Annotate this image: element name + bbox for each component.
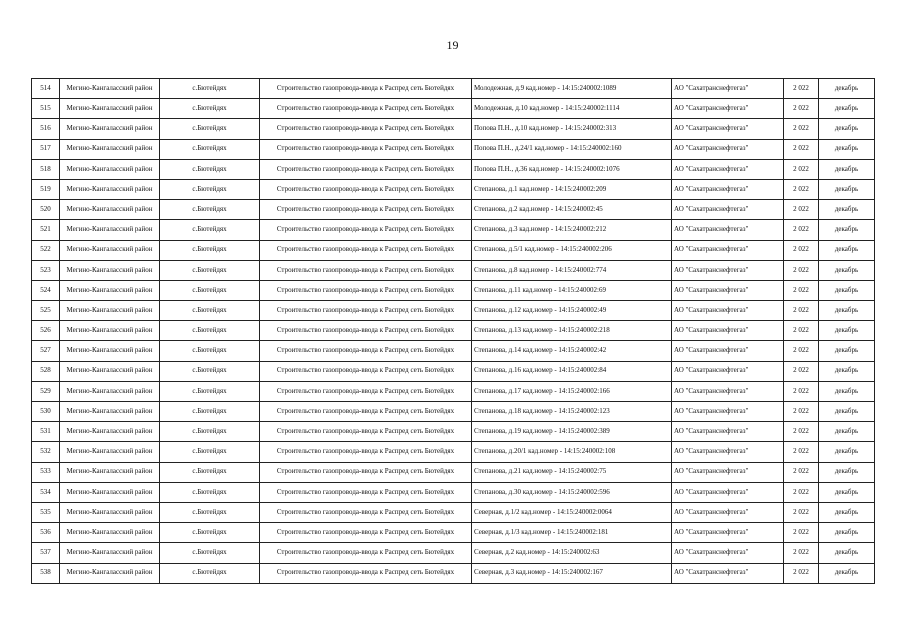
address-cadastral-cell: Степанова, д.2 кад.номер - 14:15:240002:45 [472, 200, 672, 220]
row-number: 516 [32, 119, 60, 139]
month-cell: декабрь [819, 79, 875, 99]
month-cell: декабрь [819, 220, 875, 240]
gas-pipeline-register-table [31, 78, 875, 584]
table-row [32, 442, 875, 462]
year-cell: 2 022 [784, 482, 819, 502]
table-row [32, 563, 875, 583]
work-description-cell: Строительство газопровода-ввода к Распред сеть Бютейдях [260, 240, 472, 260]
table-row [32, 402, 875, 422]
year-cell: 2 022 [784, 240, 819, 260]
table-row [32, 159, 875, 179]
row-number: 528 [32, 361, 60, 381]
address-cadastral-cell: Степанова, д.14 кад.номер - 14:15:240002:42 [472, 341, 672, 361]
table-row [32, 361, 875, 381]
organization-cell: АО "Сахатранснефтегаз" [672, 422, 784, 442]
work-description-cell: Строительство газопровода-ввода к Распред сеть Бютейдях [260, 502, 472, 522]
work-description-cell: Строительство газопровода-ввода к Распред сеть Бютейдях [260, 220, 472, 240]
settlement-cell: с.Бютейдях [160, 240, 260, 260]
month-cell: декабрь [819, 523, 875, 543]
month-cell: декабрь [819, 280, 875, 300]
work-description-cell: Строительство газопровода-ввода к Распред сеть Бютейдях [260, 260, 472, 280]
year-cell: 2 022 [784, 563, 819, 583]
work-description-cell: Строительство газопровода-ввода к Распред сеть Бютейдях [260, 482, 472, 502]
settlement-cell: с.Бютейдях [160, 99, 260, 119]
work-description-cell: Строительство газопровода-ввода к Распред сеть Бютейдях [260, 321, 472, 341]
row-number: 527 [32, 341, 60, 361]
work-description-cell: Строительство газопровода-ввода к Распред сеть Бютейдях [260, 523, 472, 543]
row-number: 515 [32, 99, 60, 119]
settlement-cell: с.Бютейдях [160, 200, 260, 220]
district-cell: Мегино-Кангаласский район [60, 301, 160, 321]
table-row [32, 79, 875, 99]
year-cell: 2 022 [784, 462, 819, 482]
work-description-cell: Строительство газопровода-ввода к Распред сеть Бютейдях [260, 563, 472, 583]
organization-cell: АО "Сахатранснефтегаз" [672, 361, 784, 381]
organization-cell: АО "Сахатранснефтегаз" [672, 99, 784, 119]
settlement-cell: с.Бютейдях [160, 402, 260, 422]
month-cell: декабрь [819, 422, 875, 442]
row-number: 517 [32, 139, 60, 159]
district-cell: Мегино-Кангаласский район [60, 543, 160, 563]
table-body [32, 79, 875, 584]
table-row [32, 502, 875, 522]
work-description-cell: Строительство газопровода-ввода к Распред сеть Бютейдях [260, 119, 472, 139]
organization-cell: АО "Сахатранснефтегаз" [672, 482, 784, 502]
month-cell: декабрь [819, 159, 875, 179]
work-description-cell: Строительство газопровода-ввода к Распред сеть Бютейдях [260, 402, 472, 422]
row-number: 524 [32, 280, 60, 300]
work-description-cell: Строительство газопровода-ввода к Распред сеть Бютейдях [260, 139, 472, 159]
address-cadastral-cell: Степанова, д.11 кад.номер - 14:15:240002:69 [472, 280, 672, 300]
month-cell: декабрь [819, 482, 875, 502]
settlement-cell: с.Бютейдях [160, 159, 260, 179]
year-cell: 2 022 [784, 543, 819, 563]
year-cell: 2 022 [784, 523, 819, 543]
month-cell: декабрь [819, 321, 875, 341]
table-row [32, 139, 875, 159]
table-row [32, 341, 875, 361]
month-cell: декабрь [819, 442, 875, 462]
organization-cell: АО "Сахатранснефтегаз" [672, 200, 784, 220]
work-description-cell: Строительство газопровода-ввода к Распред сеть Бютейдях [260, 361, 472, 381]
organization-cell: АО "Сахатранснефтегаз" [672, 523, 784, 543]
settlement-cell: с.Бютейдях [160, 543, 260, 563]
address-cadastral-cell: Степанова, д.1 кад.номер - 14:15:240002:209 [472, 179, 672, 199]
organization-cell: АО "Сахатранснефтегаз" [672, 462, 784, 482]
organization-cell: АО "Сахатранснефтегаз" [672, 402, 784, 422]
address-cadastral-cell: Степанова, д.5/1 кад.номер - 14:15:240002:206 [472, 240, 672, 260]
row-number: 537 [32, 543, 60, 563]
settlement-cell: с.Бютейдях [160, 260, 260, 280]
district-cell: Мегино-Кангаласский район [60, 502, 160, 522]
month-cell: декабрь [819, 260, 875, 280]
year-cell: 2 022 [784, 341, 819, 361]
work-description-cell: Строительство газопровода-ввода к Распред сеть Бютейдях [260, 200, 472, 220]
row-number: 522 [32, 240, 60, 260]
settlement-cell: с.Бютейдях [160, 563, 260, 583]
organization-cell: АО "Сахатранснефтегаз" [672, 563, 784, 583]
settlement-cell: с.Бютейдях [160, 341, 260, 361]
table-row [32, 99, 875, 119]
work-description-cell: Строительство газопровода-ввода к Распред сеть Бютейдях [260, 341, 472, 361]
settlement-cell: с.Бютейдях [160, 482, 260, 502]
district-cell: Мегино-Кангаласский район [60, 482, 160, 502]
address-cadastral-cell: Степанова, д.20/1 кад.номер - 14:15:240002:108 [472, 442, 672, 462]
address-cadastral-cell: Молодежная, д.9 кад.номер - 14:15:240002:1089 [472, 79, 672, 99]
district-cell: Мегино-Кангаласский район [60, 200, 160, 220]
row-number: 538 [32, 563, 60, 583]
table-row [32, 301, 875, 321]
settlement-cell: с.Бютейдях [160, 139, 260, 159]
organization-cell: АО "Сахатранснефтегаз" [672, 240, 784, 260]
settlement-cell: с.Бютейдях [160, 381, 260, 401]
month-cell: декабрь [819, 361, 875, 381]
district-cell: Мегино-Кангаласский район [60, 361, 160, 381]
work-description-cell: Строительство газопровода-ввода к Распред сеть Бютейдях [260, 301, 472, 321]
district-cell: Мегино-Кангаласский район [60, 179, 160, 199]
work-description-cell: Строительство газопровода-ввода к Распред сеть Бютейдях [260, 179, 472, 199]
organization-cell: АО "Сахатранснефтегаз" [672, 159, 784, 179]
district-cell: Мегино-Кангаласский район [60, 240, 160, 260]
organization-cell: АО "Сахатранснефтегаз" [672, 543, 784, 563]
address-cadastral-cell: Степанова, д.12 кад.номер - 14:15:240002:49 [472, 301, 672, 321]
address-cadastral-cell: Степанова, д.30 кад.номер - 14:15:240002:596 [472, 482, 672, 502]
row-number: 533 [32, 462, 60, 482]
table-row [32, 220, 875, 240]
district-cell: Мегино-Кангаласский район [60, 159, 160, 179]
address-cadastral-cell: Северная, д.1/2 кад.номер - 14:15:240002:0064 [472, 502, 672, 522]
work-description-cell: Строительство газопровода-ввода к Распред сеть Бютейдях [260, 543, 472, 563]
address-cadastral-cell: Степанова, д.18 кад.номер - 14:15:240002:123 [472, 402, 672, 422]
organization-cell: АО "Сахатранснефтегаз" [672, 301, 784, 321]
row-number: 521 [32, 220, 60, 240]
work-description-cell: Строительство газопровода-ввода к Распред сеть Бютейдях [260, 280, 472, 300]
year-cell: 2 022 [784, 502, 819, 522]
settlement-cell: с.Бютейдях [160, 220, 260, 240]
table-row [32, 119, 875, 139]
year-cell: 2 022 [784, 402, 819, 422]
address-cadastral-cell: Степанова, д.13 кад.номер - 14:15:240002:218 [472, 321, 672, 341]
organization-cell: АО "Сахатранснефтегаз" [672, 442, 784, 462]
district-cell: Мегино-Кангаласский район [60, 422, 160, 442]
district-cell: Мегино-Кангаласский район [60, 139, 160, 159]
month-cell: декабрь [819, 179, 875, 199]
month-cell: декабрь [819, 341, 875, 361]
settlement-cell: с.Бютейдях [160, 422, 260, 442]
settlement-cell: с.Бютейдях [160, 119, 260, 139]
month-cell: декабрь [819, 402, 875, 422]
settlement-cell: с.Бютейдях [160, 502, 260, 522]
settlement-cell: с.Бютейдях [160, 280, 260, 300]
district-cell: Мегино-Кангаласский район [60, 563, 160, 583]
row-number: 523 [32, 260, 60, 280]
year-cell: 2 022 [784, 99, 819, 119]
address-cadastral-cell: Попова П.Н., д.36 кад.номер - 14:15:240002:1076 [472, 159, 672, 179]
year-cell: 2 022 [784, 442, 819, 462]
year-cell: 2 022 [784, 260, 819, 280]
address-cadastral-cell: Степанова, д.16 кад.номер - 14:15:240002:84 [472, 361, 672, 381]
settlement-cell: с.Бютейдях [160, 523, 260, 543]
table-row [32, 240, 875, 260]
row-number: 530 [32, 402, 60, 422]
organization-cell: АО "Сахатранснефтегаз" [672, 341, 784, 361]
district-cell: Мегино-Кангаласский район [60, 321, 160, 341]
month-cell: декабрь [819, 502, 875, 522]
district-cell: Мегино-Кангаласский район [60, 381, 160, 401]
organization-cell: АО "Сахатранснефтегаз" [672, 220, 784, 240]
district-cell: Мегино-Кангаласский район [60, 341, 160, 361]
address-cadastral-cell: Степанова, д.17 кад.номер - 14:15:240002:166 [472, 381, 672, 401]
row-number: 532 [32, 442, 60, 462]
work-description-cell: Строительство газопровода-ввода к Распред сеть Бютейдях [260, 79, 472, 99]
row-number: 535 [32, 502, 60, 522]
address-cadastral-cell: Северная, д.2 кад.номер - 14:15:240002:63 [472, 543, 672, 563]
month-cell: декабрь [819, 119, 875, 139]
row-number: 529 [32, 381, 60, 401]
address-cadastral-cell: Попова П.Н., д.10 кад.номер - 14:15:240002:313 [472, 119, 672, 139]
year-cell: 2 022 [784, 139, 819, 159]
table-row [32, 543, 875, 563]
address-cadastral-cell: Северная, д.3 кад.номер - 14:15:240002:167 [472, 563, 672, 583]
row-number: 531 [32, 422, 60, 442]
district-cell: Мегино-Кангаласский район [60, 79, 160, 99]
organization-cell: АО "Сахатранснефтегаз" [672, 502, 784, 522]
year-cell: 2 022 [784, 381, 819, 401]
month-cell: декабрь [819, 381, 875, 401]
work-description-cell: Строительство газопровода-ввода к Распред сеть Бютейдях [260, 159, 472, 179]
settlement-cell: с.Бютейдях [160, 321, 260, 341]
year-cell: 2 022 [784, 159, 819, 179]
table-row [32, 381, 875, 401]
table-row [32, 200, 875, 220]
district-cell: Мегино-Кангаласский район [60, 220, 160, 240]
row-number: 518 [32, 159, 60, 179]
table-row [32, 179, 875, 199]
district-cell: Мегино-Кангаласский район [60, 260, 160, 280]
work-description-cell: Строительство газопровода-ввода к Распред сеть Бютейдях [260, 422, 472, 442]
organization-cell: АО "Сахатранснефтегаз" [672, 280, 784, 300]
page-number: 19 [446, 38, 459, 52]
month-cell: декабрь [819, 563, 875, 583]
address-cadastral-cell: Степанова, д.21 кад.номер - 14:15:240002:75 [472, 462, 672, 482]
address-cadastral-cell: Попова П.Н., д.24/1 кад.номер - 14:15:240002:160 [472, 139, 672, 159]
year-cell: 2 022 [784, 119, 819, 139]
year-cell: 2 022 [784, 422, 819, 442]
month-cell: декабрь [819, 301, 875, 321]
organization-cell: АО "Сахатранснефтегаз" [672, 139, 784, 159]
month-cell: декабрь [819, 240, 875, 260]
address-cadastral-cell: Северная, д.1/3 кад.номер - 14:15:240002:181 [472, 523, 672, 543]
organization-cell: АО "Сахатранснефтегаз" [672, 79, 784, 99]
settlement-cell: с.Бютейдях [160, 179, 260, 199]
year-cell: 2 022 [784, 220, 819, 240]
settlement-cell: с.Бютейдях [160, 361, 260, 381]
district-cell: Мегино-Кангаласский район [60, 402, 160, 422]
row-number: 525 [32, 301, 60, 321]
organization-cell: АО "Сахатранснефтегаз" [672, 260, 784, 280]
month-cell: декабрь [819, 543, 875, 563]
work-description-cell: Строительство газопровода-ввода к Распред сеть Бютейдях [260, 442, 472, 462]
work-description-cell: Строительство газопровода-ввода к Распред сеть Бютейдях [260, 99, 472, 119]
organization-cell: АО "Сахатранснефтегаз" [672, 321, 784, 341]
year-cell: 2 022 [784, 301, 819, 321]
district-cell: Мегино-Кангаласский район [60, 523, 160, 543]
table-row [32, 280, 875, 300]
month-cell: декабрь [819, 99, 875, 119]
month-cell: декабрь [819, 462, 875, 482]
address-cadastral-cell: Степанова, д.3 кад.номер - 14:15:240002:212 [472, 220, 672, 240]
table-row [32, 422, 875, 442]
year-cell: 2 022 [784, 280, 819, 300]
work-description-cell: Строительство газопровода-ввода к Распред сеть Бютейдях [260, 462, 472, 482]
district-cell: Мегино-Кангаласский район [60, 280, 160, 300]
district-cell: Мегино-Кангаласский район [60, 442, 160, 462]
work-description-cell: Строительство газопровода-ввода к Распред сеть Бютейдях [260, 381, 472, 401]
address-cadastral-cell: Степанова, д.8 кад.номер - 14:15:240002:774 [472, 260, 672, 280]
settlement-cell: с.Бютейдях [160, 442, 260, 462]
district-cell: Мегино-Кангаласский район [60, 462, 160, 482]
row-number: 534 [32, 482, 60, 502]
year-cell: 2 022 [784, 179, 819, 199]
district-cell: Мегино-Кангаласский район [60, 99, 160, 119]
organization-cell: АО "Сахатранснефтегаз" [672, 119, 784, 139]
settlement-cell: с.Бютейдях [160, 301, 260, 321]
organization-cell: АО "Сахатранснефтегаз" [672, 179, 784, 199]
row-number: 520 [32, 200, 60, 220]
year-cell: 2 022 [784, 321, 819, 341]
row-number: 526 [32, 321, 60, 341]
address-cadastral-cell: Молодежная, д.10 кад.номер - 14:15:240002:1114 [472, 99, 672, 119]
table-row [32, 321, 875, 341]
table-row [32, 482, 875, 502]
row-number: 519 [32, 179, 60, 199]
month-cell: декабрь [819, 200, 875, 220]
settlement-cell: с.Бютейдях [160, 462, 260, 482]
organization-cell: АО "Сахатранснефтегаз" [672, 381, 784, 401]
district-cell: Мегино-Кангаласский район [60, 119, 160, 139]
table-row [32, 523, 875, 543]
year-cell: 2 022 [784, 361, 819, 381]
month-cell: декабрь [819, 139, 875, 159]
row-number: 536 [32, 523, 60, 543]
settlement-cell: с.Бютейдях [160, 79, 260, 99]
table-row [32, 462, 875, 482]
year-cell: 2 022 [784, 200, 819, 220]
year-cell: 2 022 [784, 79, 819, 99]
table-row [32, 260, 875, 280]
address-cadastral-cell: Степанова, д.19 кад.номер - 14:15:240002:389 [472, 422, 672, 442]
row-number: 514 [32, 79, 60, 99]
